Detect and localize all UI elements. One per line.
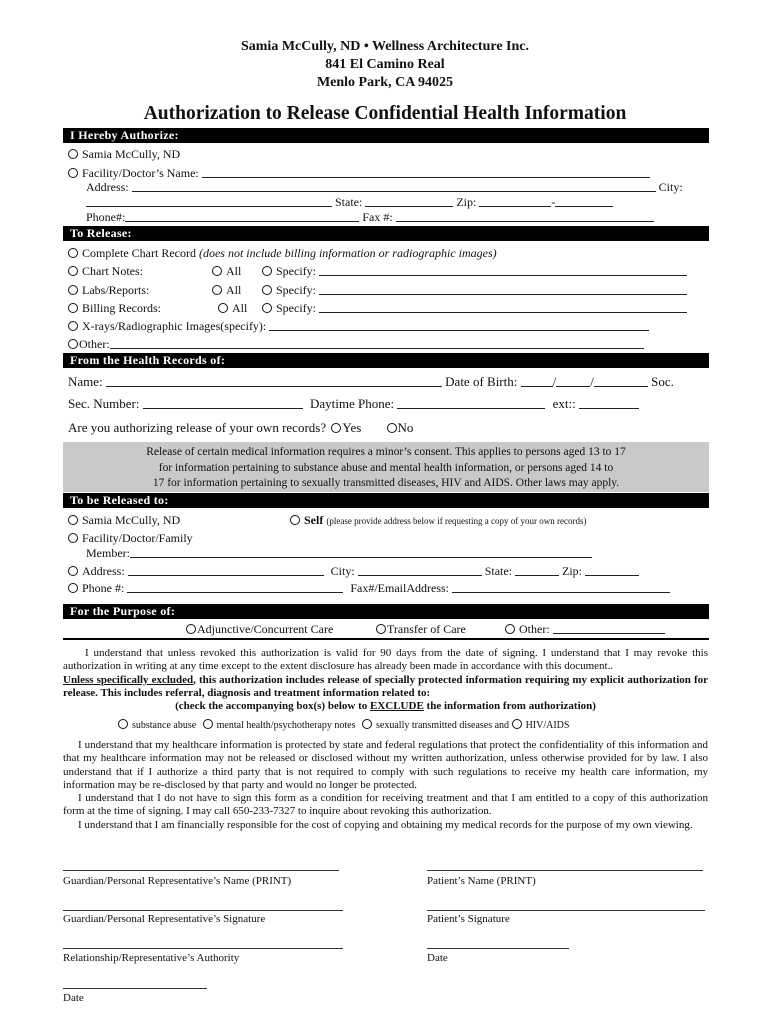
chart-specify-field[interactable] <box>319 264 687 276</box>
section-purpose: For the Purpose of: <box>63 604 709 619</box>
purpose-transfer-option[interactable]: Transfer of Care <box>376 622 466 636</box>
guardian-date-line[interactable] <box>63 988 207 989</box>
authorize-phone-line: Phone#: Fax #: <box>86 210 654 224</box>
guardian-name-line[interactable] <box>63 870 339 871</box>
billing-specify-field[interactable] <box>319 301 687 313</box>
checkbox-icon[interactable] <box>212 285 222 295</box>
checkbox-icon[interactable] <box>68 168 78 178</box>
checkbox-icon[interactable] <box>331 423 341 433</box>
privacy-paragraph: I understand that my healthcare information is protected by state and federal regulations that protect the confidentiality of this information and that my healthcare information may not be released or disclosed without my written authorization, unless otherwise provided for by law. I also understand that if I authorize a third party that is not required to comply with such regulations to receive my health care information, my information may be re-disclosed by that party and would no longer be protected. <box>63 739 708 791</box>
zip-ext-field[interactable] <box>555 195 613 207</box>
checkbox-icon[interactable] <box>68 266 78 276</box>
section-divider <box>63 638 709 640</box>
form-title: Authorization to Release Confidential Health Information <box>143 103 627 124</box>
released-to-self-practice[interactable]: Samia McCully, ND <box>68 513 180 527</box>
chart-specify-option[interactable]: Specify: <box>262 264 687 278</box>
exclude-substance-abuse[interactable]: substance abuse <box>118 720 196 731</box>
released-phone-line[interactable]: Phone #: Fax#/EmailAddress: <box>68 581 670 595</box>
release-billing[interactable]: Billing Records: <box>68 301 161 315</box>
checkbox-icon[interactable] <box>68 583 78 593</box>
release-other[interactable]: Other: <box>68 337 644 351</box>
released-fax-email-field[interactable] <box>452 581 670 593</box>
relationship-label: Relationship/Representative’s Authority <box>63 952 240 964</box>
privacy-block <box>63 739 708 832</box>
exclude-hiv[interactable]: HIV/AIDS <box>512 720 570 731</box>
guardian-signature-label: Guardian/Personal Representative’s Signature <box>63 913 266 925</box>
ssn-field[interactable] <box>143 397 303 409</box>
checkbox-icon[interactable] <box>68 515 78 525</box>
exclusion-options: substance abuse mental health/psychotherapy notes sexually transmitted diseases and HIV/AIDS <box>118 719 569 733</box>
checkbox-icon[interactable] <box>218 303 228 313</box>
released-address-field[interactable] <box>128 564 324 576</box>
section-records: From the Health Records of: <box>63 353 709 368</box>
dob-month-field[interactable] <box>521 375 553 387</box>
exclusion-instruction: (check the accompanying box(s) below to EXCLUDE the information from authorization) <box>175 700 596 713</box>
released-state-field[interactable] <box>515 564 559 576</box>
dob-day-field[interactable] <box>556 375 590 387</box>
no-condition-paragraph: I understand that I do not have to sign this form as a condition for receiving treatment and that I am entitled to a copy of this authorization form at the time of signing. I may call 650-233-7327 to inquire about revoking this authorization. <box>63 792 708 818</box>
checkbox-icon[interactable] <box>362 719 372 729</box>
yes-option[interactable]: Yes <box>331 420 361 435</box>
other-field[interactable] <box>110 337 644 349</box>
released-phone-field[interactable] <box>127 581 343 593</box>
checkbox-icon[interactable] <box>505 624 515 634</box>
purpose-other-field[interactable] <box>553 622 665 634</box>
released-to-self[interactable]: Self (please provide address below if requesting a copy of your own records) <box>290 513 587 528</box>
chart-all-option[interactable]: All <box>212 264 241 278</box>
section-release: To Release: <box>63 226 709 241</box>
billing-all-option[interactable]: All <box>218 301 247 315</box>
checkbox-icon[interactable] <box>68 566 78 576</box>
released-address-line[interactable]: Address: City: State: Zip: <box>68 564 639 578</box>
ssn-line: Sec. Number: Daytime Phone: ext:: <box>68 397 639 411</box>
address-field[interactable] <box>132 180 656 192</box>
xrays-specify-field[interactable] <box>269 319 649 331</box>
guardian-signature-line[interactable] <box>63 910 343 911</box>
checkbox-icon[interactable] <box>290 515 300 525</box>
billing-specify-option[interactable]: Specify: <box>262 301 687 315</box>
patient-name-line[interactable] <box>427 870 703 871</box>
own-records-question: Are you authorizing release of your own records? Yes No <box>68 420 414 435</box>
patient-date-line[interactable] <box>427 948 569 949</box>
practice-name: Samia McCully, ND • Wellness Architecture Inc. <box>240 39 529 54</box>
authorize-facility-option[interactable]: Facility/Doctor’s Name: <box>68 166 650 180</box>
daytime-phone-field[interactable] <box>397 397 545 409</box>
authorize-address-line: Address: City: <box>86 180 683 194</box>
state-field[interactable] <box>365 195 453 207</box>
practice-street: 841 El Camino Real <box>325 57 445 72</box>
fax-field[interactable] <box>396 210 654 222</box>
labs-specify-field[interactable] <box>319 283 687 295</box>
exclusion-paragraph: Unless specifically excluded, this authorization includes release of specially protected information requiring my explicit authorization for release. This includes referral, diagnosis and treatment information related to: <box>63 673 708 699</box>
no-option[interactable]: No <box>387 420 414 435</box>
cost-paragraph: I understand that I am financially responsible for the cost of copying and obtaining my medical records for the purpose of my own viewing. <box>78 818 693 831</box>
checkbox-icon[interactable] <box>68 339 78 349</box>
checkbox-icon[interactable] <box>387 423 397 433</box>
checkbox-icon[interactable] <box>376 624 386 634</box>
checkbox-icon[interactable] <box>212 266 222 276</box>
zip-field[interactable] <box>479 195 551 207</box>
relationship-line[interactable] <box>63 948 343 949</box>
checkbox-icon[interactable] <box>68 321 78 331</box>
terms-block <box>63 647 708 713</box>
minor-consent-notice: Release of certain medical information requires a minor’s consent. This applies to persons aged 13 to 17 for information pertaining to substance abuse and mental health information, or persons aged 14 to 17 for information pertaining to sexually transmitted diseases, HIV and AIDS. Other laws may apply. <box>63 442 709 492</box>
practice-city: Menlo Park, CA 94025 <box>316 75 454 90</box>
release-labs[interactable]: Labs/Reports: <box>68 283 149 297</box>
authorize-state-line: State: Zip: - <box>86 195 613 209</box>
checkbox-icon[interactable] <box>68 149 78 159</box>
release-xrays[interactable]: X-rays/Radiographic Images(specify): <box>68 319 649 333</box>
checkbox-icon[interactable] <box>68 285 78 295</box>
patient-signature-line[interactable] <box>427 910 705 911</box>
labs-all-option[interactable]: All <box>212 283 241 297</box>
facility-name-field[interactable] <box>202 166 650 178</box>
phone-field[interactable] <box>125 210 359 222</box>
dob-year-field[interactable] <box>594 375 648 387</box>
released-zip-field[interactable] <box>585 564 639 576</box>
purpose-other-option[interactable]: Other: <box>505 622 665 636</box>
exclude-mental-health[interactable]: mental health/psychotherapy notes <box>203 720 356 731</box>
release-chart-notes[interactable]: Chart Notes: <box>68 264 143 278</box>
checkbox-icon[interactable] <box>203 719 213 729</box>
release-complete-option[interactable]: Complete Chart Record (does not include billing information or radiographic images) <box>68 246 497 260</box>
purpose-adjunctive-option[interactable]: Adjunctive/Concurrent Care <box>186 622 333 636</box>
guardian-name-label: Guardian/Personal Representative’s Name (PRINT) <box>63 875 292 887</box>
labs-specify-option[interactable]: Specify: <box>262 283 687 297</box>
patient-name-label: Patient’s Name (PRINT) <box>427 875 536 887</box>
patient-signature-label: Patient’s Signature <box>427 913 510 925</box>
checkbox-icon[interactable] <box>68 248 78 258</box>
checkbox-icon[interactable] <box>512 719 522 729</box>
exclude-std[interactable]: sexually transmitted diseases <box>362 720 492 731</box>
ext-field[interactable] <box>579 397 639 409</box>
city-field[interactable] <box>86 195 332 207</box>
checkbox-icon[interactable] <box>68 303 78 313</box>
released-city-field[interactable] <box>358 564 482 576</box>
authorize-self-option[interactable]: Samia McCully, ND <box>68 147 180 161</box>
section-authorize: I Hereby Authorize: <box>63 128 709 143</box>
checkbox-icon[interactable] <box>262 285 272 295</box>
checkbox-icon[interactable] <box>186 624 196 634</box>
guardian-date-label: Date <box>63 992 84 1004</box>
checkbox-icon[interactable] <box>118 719 128 729</box>
revocation-paragraph: I understand that unless revoked this authorization is valid for 90 days from the date of signing. I understand that I may revoke this authorization in writing at any time except to the extent disclosure has already been made in accordance with this document.. <box>63 647 708 673</box>
section-released-to: To be Released to: <box>63 493 709 508</box>
checkbox-icon[interactable] <box>262 266 272 276</box>
checkbox-icon[interactable] <box>262 303 272 313</box>
member-field[interactable] <box>130 546 592 558</box>
patient-name-line: Name: Date of Birth: / / Soc. <box>68 374 674 389</box>
released-to-facility[interactable]: Facility/Doctor/Family <box>68 531 193 545</box>
member-line: Member: <box>86 546 592 560</box>
patient-date-label: Date <box>427 952 448 964</box>
checkbox-icon[interactable] <box>68 533 78 543</box>
patient-name-field[interactable] <box>106 375 442 387</box>
